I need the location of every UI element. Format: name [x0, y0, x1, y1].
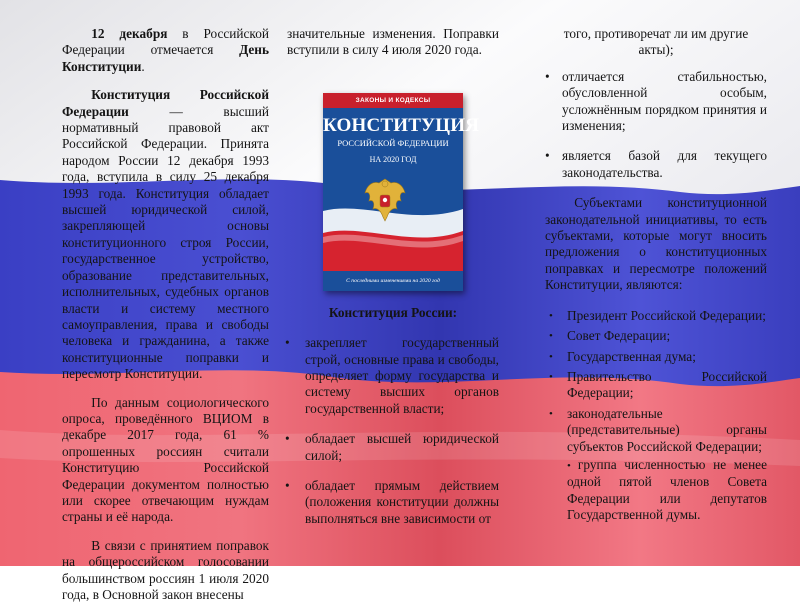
section-heading: Конституция России:: [328, 304, 458, 320]
list-item: • является базой для текущего законодательства.: [545, 148, 767, 181]
intro-paragraph: 12 декабря в Российской Федерации отмечается День Конституции.: [62, 26, 269, 74]
constitution-book-cover: [323, 93, 480, 291]
subjects-paragraph: Субъектами конституционной законодательной инициативы, то есть субъектами, которые могут вносить предложения о конституционных поправках и пересмотре положений Конституции, являются:: [545, 195, 767, 293]
list-item: • Правительство Российской Федерации;: [545, 369, 767, 402]
bullet-icon: •: [567, 459, 578, 472]
column-left: [62, 26, 269, 615]
book-edition-note: С последними изменениями на 2020 год: [346, 278, 440, 284]
list-item: • законодательные (представительные) органы субъектов Российской Федерации;: [545, 406, 767, 455]
column-right: [545, 26, 767, 536]
definition-paragraph: Конституция Российской Федерации — высший нормативный правовой акт Российской Федерации. Принята народом России 12 декабря 1993 года, вступила в силу 25 декабря 1993 года. Конституция обладает высшей юридической силой, закрепляющей основы конституционного строя России, государственное устройство, образование представительных, исполнительных, судебных органов власти и систему местного самоуправления, права и свободы человека и гражданина, а также конституционные поправки и пересмотр Конституции.: [62, 87, 269, 382]
amendments-paragraph: В связи с принятием поправок на общероссийском голосовании большинством россиян 1 июля 2020 года, в Основной закон внесены: [62, 537, 269, 602]
survey-paragraph: По данным социологического опроса, проведённого ВЦИОМ в декабре 2017 года, 61 % опрошенных россиян считали Конституцию Российской Федерации документом полностью или скорее отвечающим нуждам страны и её народа.: [62, 394, 269, 525]
coat-of-arms-icon: [323, 171, 463, 271]
amendments-continued: значительные изменения. Поправки вступили в силу 4 июля 2020 года.: [287, 26, 499, 58]
list-item: • обладает прямым действием (положения конституции должны выполняться вне зависимости от: [285, 478, 499, 527]
constitution-properties-list: [285, 335, 499, 527]
list-item: • закрепляет государственный строй, основные права и свободы, определяет форму государства и систему высших органов государственной власти;: [285, 335, 499, 417]
direct-action-continued: того, противоречат ли им другие акты);: [563, 26, 749, 58]
deputies-group-paragraph: • группа численностью не менее одной пятой членов Совета Федерации или депутатов Государственной думы.: [567, 456, 767, 523]
book-subtitle: РОССИЙСКОЙ ФЕДЕРАЦИИ: [337, 138, 449, 148]
constitution-properties-list-cont: [545, 69, 767, 181]
book-title: КОНСТИТУЦИЯ: [323, 115, 480, 136]
list-item: • Совет Федерации;: [545, 328, 767, 344]
list-item: • отличается стабильностью, обусловленной особым, усложнённым порядком принятия и изменения;: [545, 69, 767, 135]
book-series-label: ЗАКОНЫ И КОДЕКСЫ: [323, 93, 463, 108]
list-item: • Президент Российской Федерации;: [545, 308, 767, 324]
book-year: НА 2020 ГОД: [369, 155, 417, 164]
initiative-subjects-list: [545, 308, 767, 455]
list-item: • обладает высшей юридической силой;: [285, 431, 499, 464]
list-item: • Государственная дума;: [545, 349, 767, 365]
